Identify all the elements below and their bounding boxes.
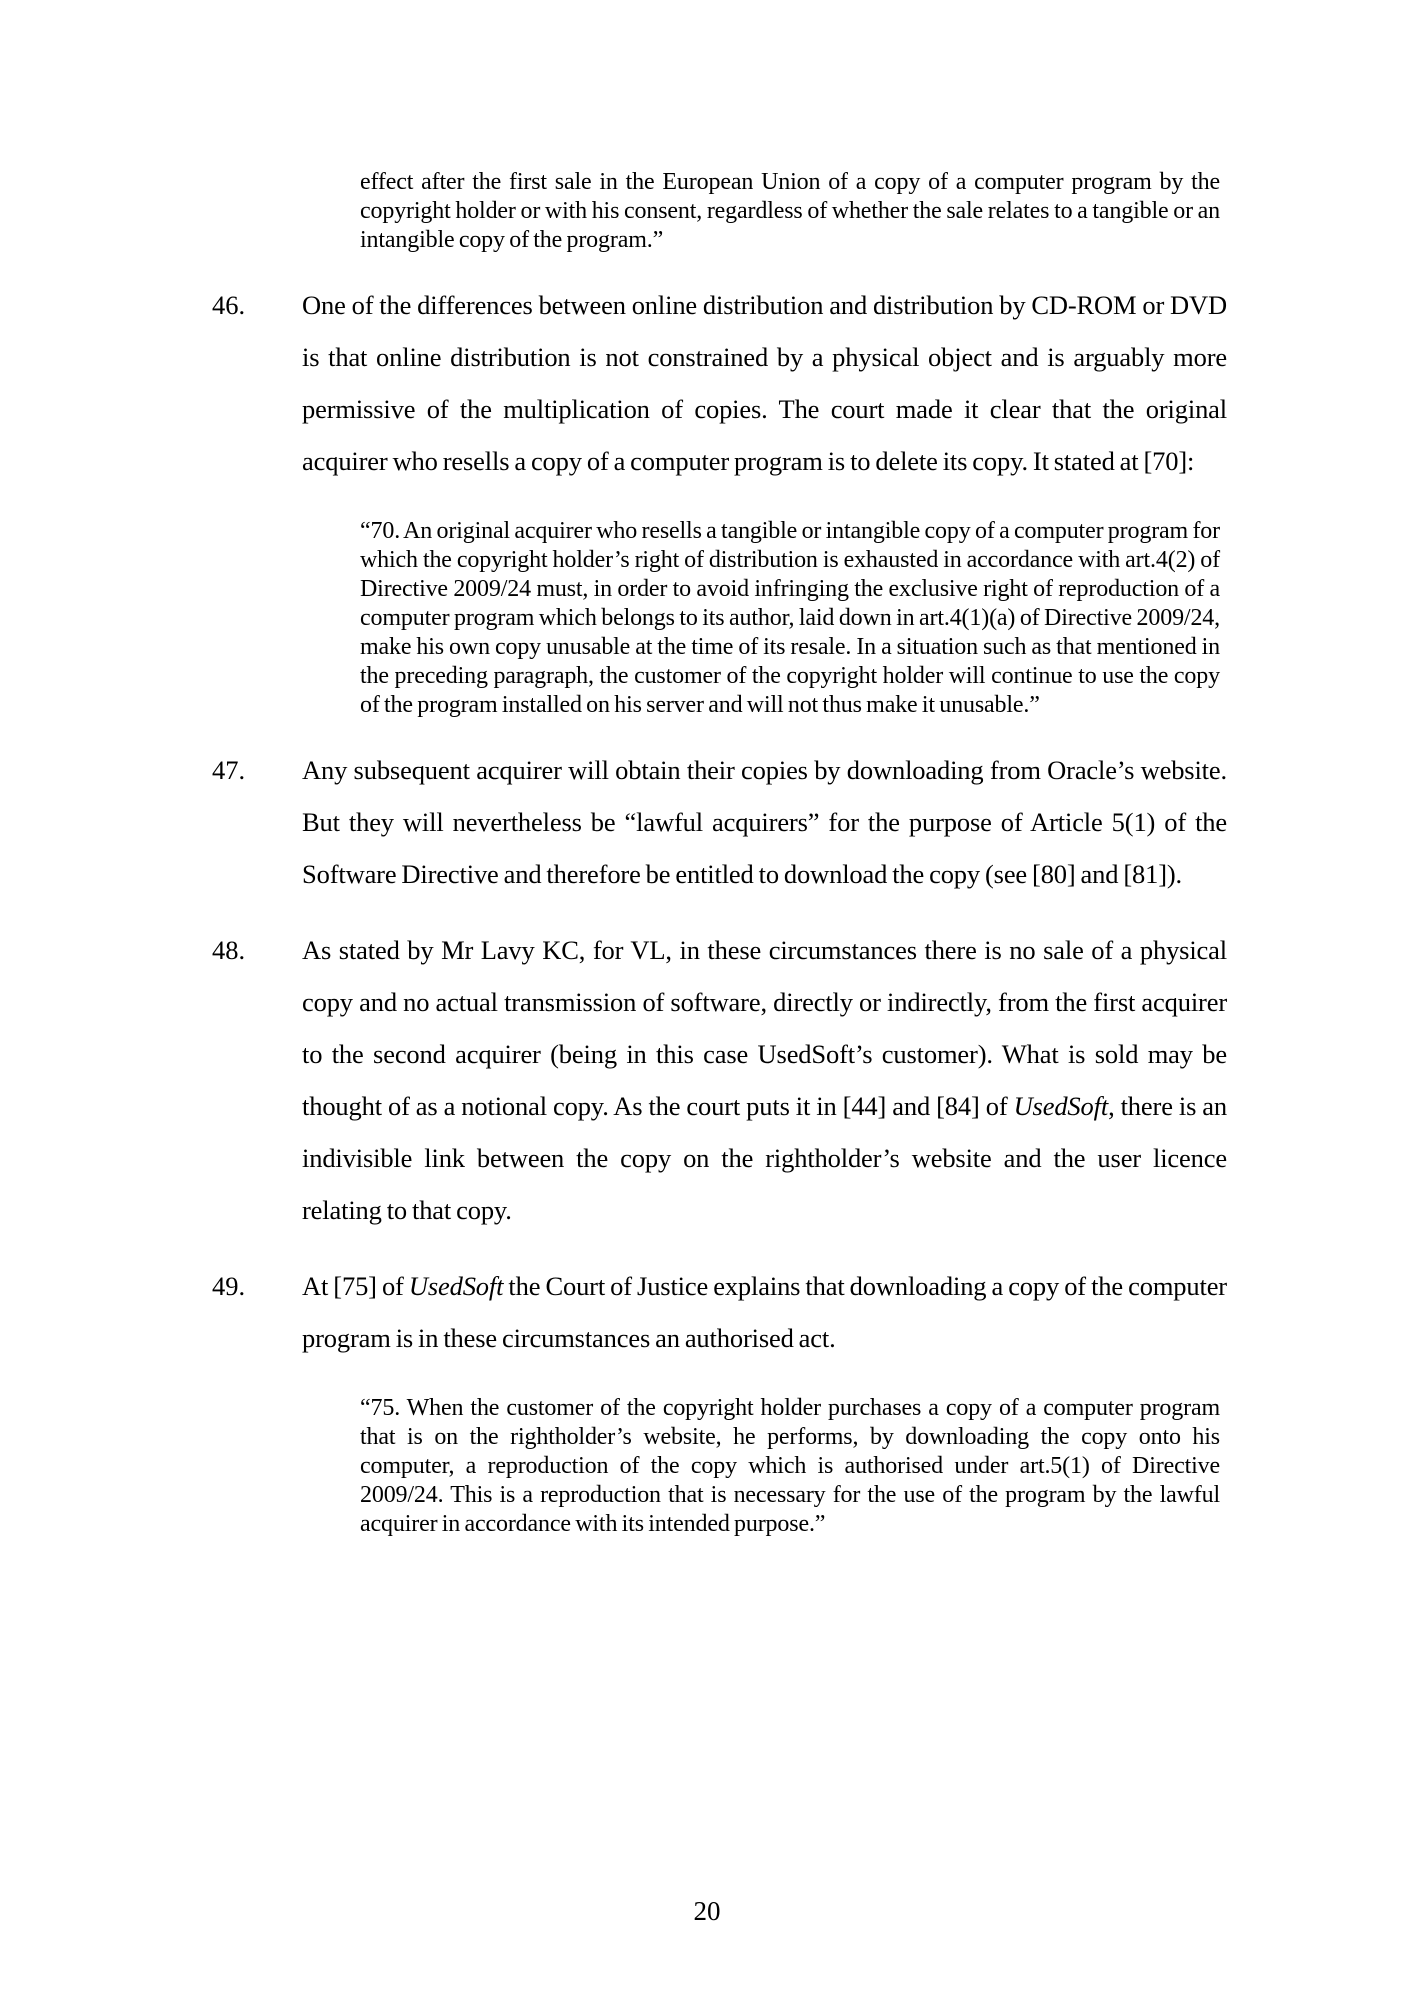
paragraph-text-segment: As stated by Mr Lavy KC, for VL, in these circumstances there is no sale of a physical copy and no actual transmission of software, directly or indirectly, from the first acquirer to the second acquirer (being in this case UsedSoft’s customer). What is sold may be thought of as a notional copy. As the court puts it in [44] and [84] of bbox=[302, 935, 1227, 1121]
paragraph-47 bbox=[212, 744, 1227, 900]
paragraph-text-segment: At [75] of bbox=[302, 1271, 409, 1301]
block-quote-75: “75. When the customer of the copyright holder purchases a copy of a computer program that is on the rightholder’s website, he performs, by downloading the copy onto his computer, a reproduction of the copy which is authorised under art.5(1) of Directive 2009/24. This is a reproduction that is necessary for the use of the program by the lawful acquirer in accordance with its intended purpose.” bbox=[360, 1395, 1220, 1537]
paragraph-number: 46. bbox=[212, 290, 246, 320]
paragraph-number: 49. bbox=[212, 1271, 246, 1301]
paragraph-body bbox=[302, 279, 1227, 487]
case-name-italic: UsedSoft bbox=[1013, 1091, 1109, 1121]
paragraph-46 bbox=[212, 279, 1227, 487]
paragraph-text-segment: One of the differences between online distribution and distribution by CD-ROM or DVD is that online distribution is not constrained by a physical object and is arguably more permissive of the multiplication of copies. The court made it clear that the original acquirer who resells a copy of a computer program is to delete its copy. It stated at [70]: bbox=[302, 290, 1227, 476]
paragraph-text-segment: , there is an indivisible link between the copy on the rightholder’s website and the user licence relating to that copy. bbox=[302, 1091, 1227, 1225]
paragraph-body bbox=[302, 744, 1227, 900]
paragraph-48 bbox=[212, 924, 1227, 1236]
paragraph-number: 47. bbox=[212, 755, 246, 785]
paragraph-text-segment: the Court of Justice explains that downloading a copy of the computer program is in these circumstances an authorised act. bbox=[302, 1271, 1227, 1353]
paragraph-body bbox=[302, 924, 1227, 1236]
paragraph-body bbox=[302, 1260, 1227, 1364]
paragraph-text-segment: Any subsequent acquirer will obtain their copies by downloading from Oracle’s website. But they will nevertheless be “lawful acquirers” for the purpose of Article 5(1) of the Software Directive and therefore be entitled to download the copy (see [80] and [81]). bbox=[302, 755, 1227, 889]
continuation-quote: effect after the first sale in the European Union of a copy of a computer program by the copyright holder or with his consent, regardless of whether the sale relates to a tangible or an intangible copy of the program.” bbox=[360, 169, 1220, 253]
paragraph-number: 48. bbox=[212, 935, 246, 965]
paragraph-49 bbox=[212, 1260, 1227, 1364]
page-number: 20 bbox=[693, 1896, 721, 1926]
block-quote-70: “70. An original acquirer who resells a tangible or intangible copy of a computer program for which the copyright holder’s right of distribution is exhausted in accordance with art.4(2) of Directive 2009/24 must, in order to avoid infringing the exclusive right of reproduction of a computer program which belongs to its author, laid down in art.4(1)(a) of Directive 2009/24, make his own copy unusable at the time of its resale. In a situation such as that mentioned in the preceding paragraph, the customer of the copyright holder will continue to use the copy of the program installed on his server and will not thus make it unusable.” bbox=[360, 518, 1220, 718]
case-name-italic: UsedSoft bbox=[408, 1271, 504, 1301]
